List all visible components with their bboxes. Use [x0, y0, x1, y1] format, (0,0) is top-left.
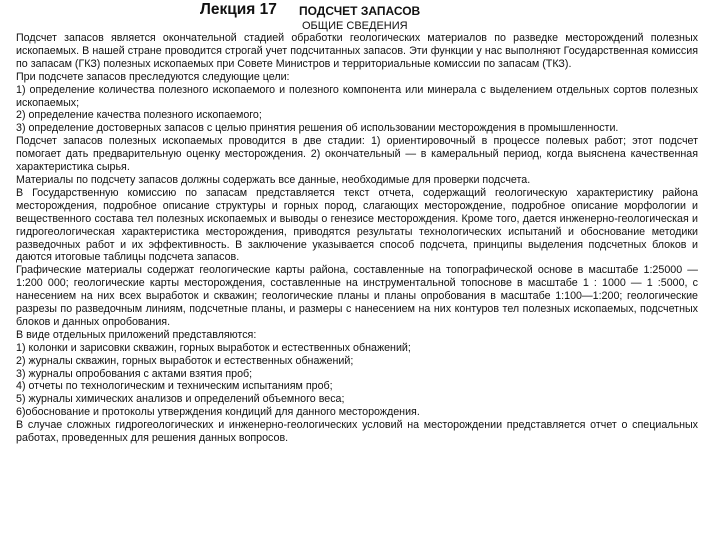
section-subtitle: ОБЩИЕ СВЕДЕНИЯ: [302, 20, 408, 32]
list-item: 3) журналы опробования с актами взятия проб;: [16, 367, 253, 380]
list-item: 6)обоснование и протоколы утверждения кондиций для данного месторождения.: [16, 406, 420, 419]
list-item: 5) журналы химических анализов и определений объемного веса;: [16, 393, 345, 406]
document-header: [0, 1, 720, 31]
list-item: 2) определение качества полезного ископаемого;: [16, 109, 262, 122]
list-item: 3) определение достоверных запасов с целью принятия решения об использовании месторождения в промышленности.: [16, 122, 619, 135]
list-item: 1) колонки и зарисовки скважин, горных выработок и естественных обнажений;: [16, 341, 411, 354]
list-item: 2) журналы скважин, горных выработок и естественных обнажений;: [16, 354, 354, 367]
list-item: 1) определение количества полезного ископаемого и полезного компонента или минерала с выделением отдельных сортов полезных ископаемых;: [16, 83, 698, 109]
paragraph: В виде отдельных приложений представляются:: [16, 328, 257, 341]
lecture-title: ПОДСЧЕТ ЗАПАСОВ: [299, 4, 421, 18]
paragraph: Подсчет запасов полезных ископаемых проводится в две стадии: 1) ориентировочный в процессе полевых работ; этот подсчет помогает дать предварительную оценку месторождения. 2) окончательный — в камеральный период, когда выяснена качественная характеристика сырья.: [16, 135, 698, 174]
paragraph: В случае сложных гидрогеологических и инженерно-геологических условий на месторождении представляется отчет о специальных работах, проведенных для решения данных вопросов.: [16, 419, 698, 445]
paragraph: Материалы по подсчету запасов должны содержать все данные, необходимые для проверки подсчета.: [16, 173, 531, 186]
paragraph: Графические материалы содержат геологические карты района, составленные на топографической основе в масштабе 1:25000 — 1:200 000; геологические карты месторождения, составленные на инструментальной топоснове в масштабе 1 : 1000 — 1 :5000, с нанесением на них всех выработок и скважин; геологические планы и планы опробования в масштабе 1:100—1:200; геологические разрезы по разведочным линиям, подсчетные планы, и размеры с нанесением на них контуров тел полезных ископаемых, подсчетных блоков и данных опробования.: [16, 264, 698, 328]
list-item: 4) отчеты по технологическим и техническим испытаниям проб;: [16, 380, 333, 393]
paragraph: Подсчет запасов является окончательной стадией обработки геологических материалов по разведке месторождений полезных ископаемых. В нашей стране проводится строгай учет подсчитанных запасов. Эти функции у нас выполняют Государственная комиссия по запасам (ГКЗ) полезных ископаемых при Совете Министров и территориальные комиссии по запасам (ТКЗ).: [16, 32, 698, 70]
paragraph: При подсчете запасов преследуются следующие цели:: [16, 70, 290, 83]
document-body: [16, 32, 698, 445]
lecture-number: Лекция 17: [200, 1, 277, 18]
paragraph: В Государственную комиссию по запасам представляется текст отчета, содержащий геологическую характеристику района месторождения, подробное описание структуры и горных пород, слагающих месторождение, подробное описание морфологии и вещественного состава тел полезных ископаемых и выводы о генезисе месторождения. Кроме того, дается инженерно-геологическая и гидрогеологическая характеристика месторождения, приводятся результаты технологических испытаний и обоснование методики разведочных работ и их эффективность. В заключение указывается способ подсчета, принципы выделения подсчетных блоков и даются итоговые таблицы подсчета запасов.: [16, 186, 698, 264]
